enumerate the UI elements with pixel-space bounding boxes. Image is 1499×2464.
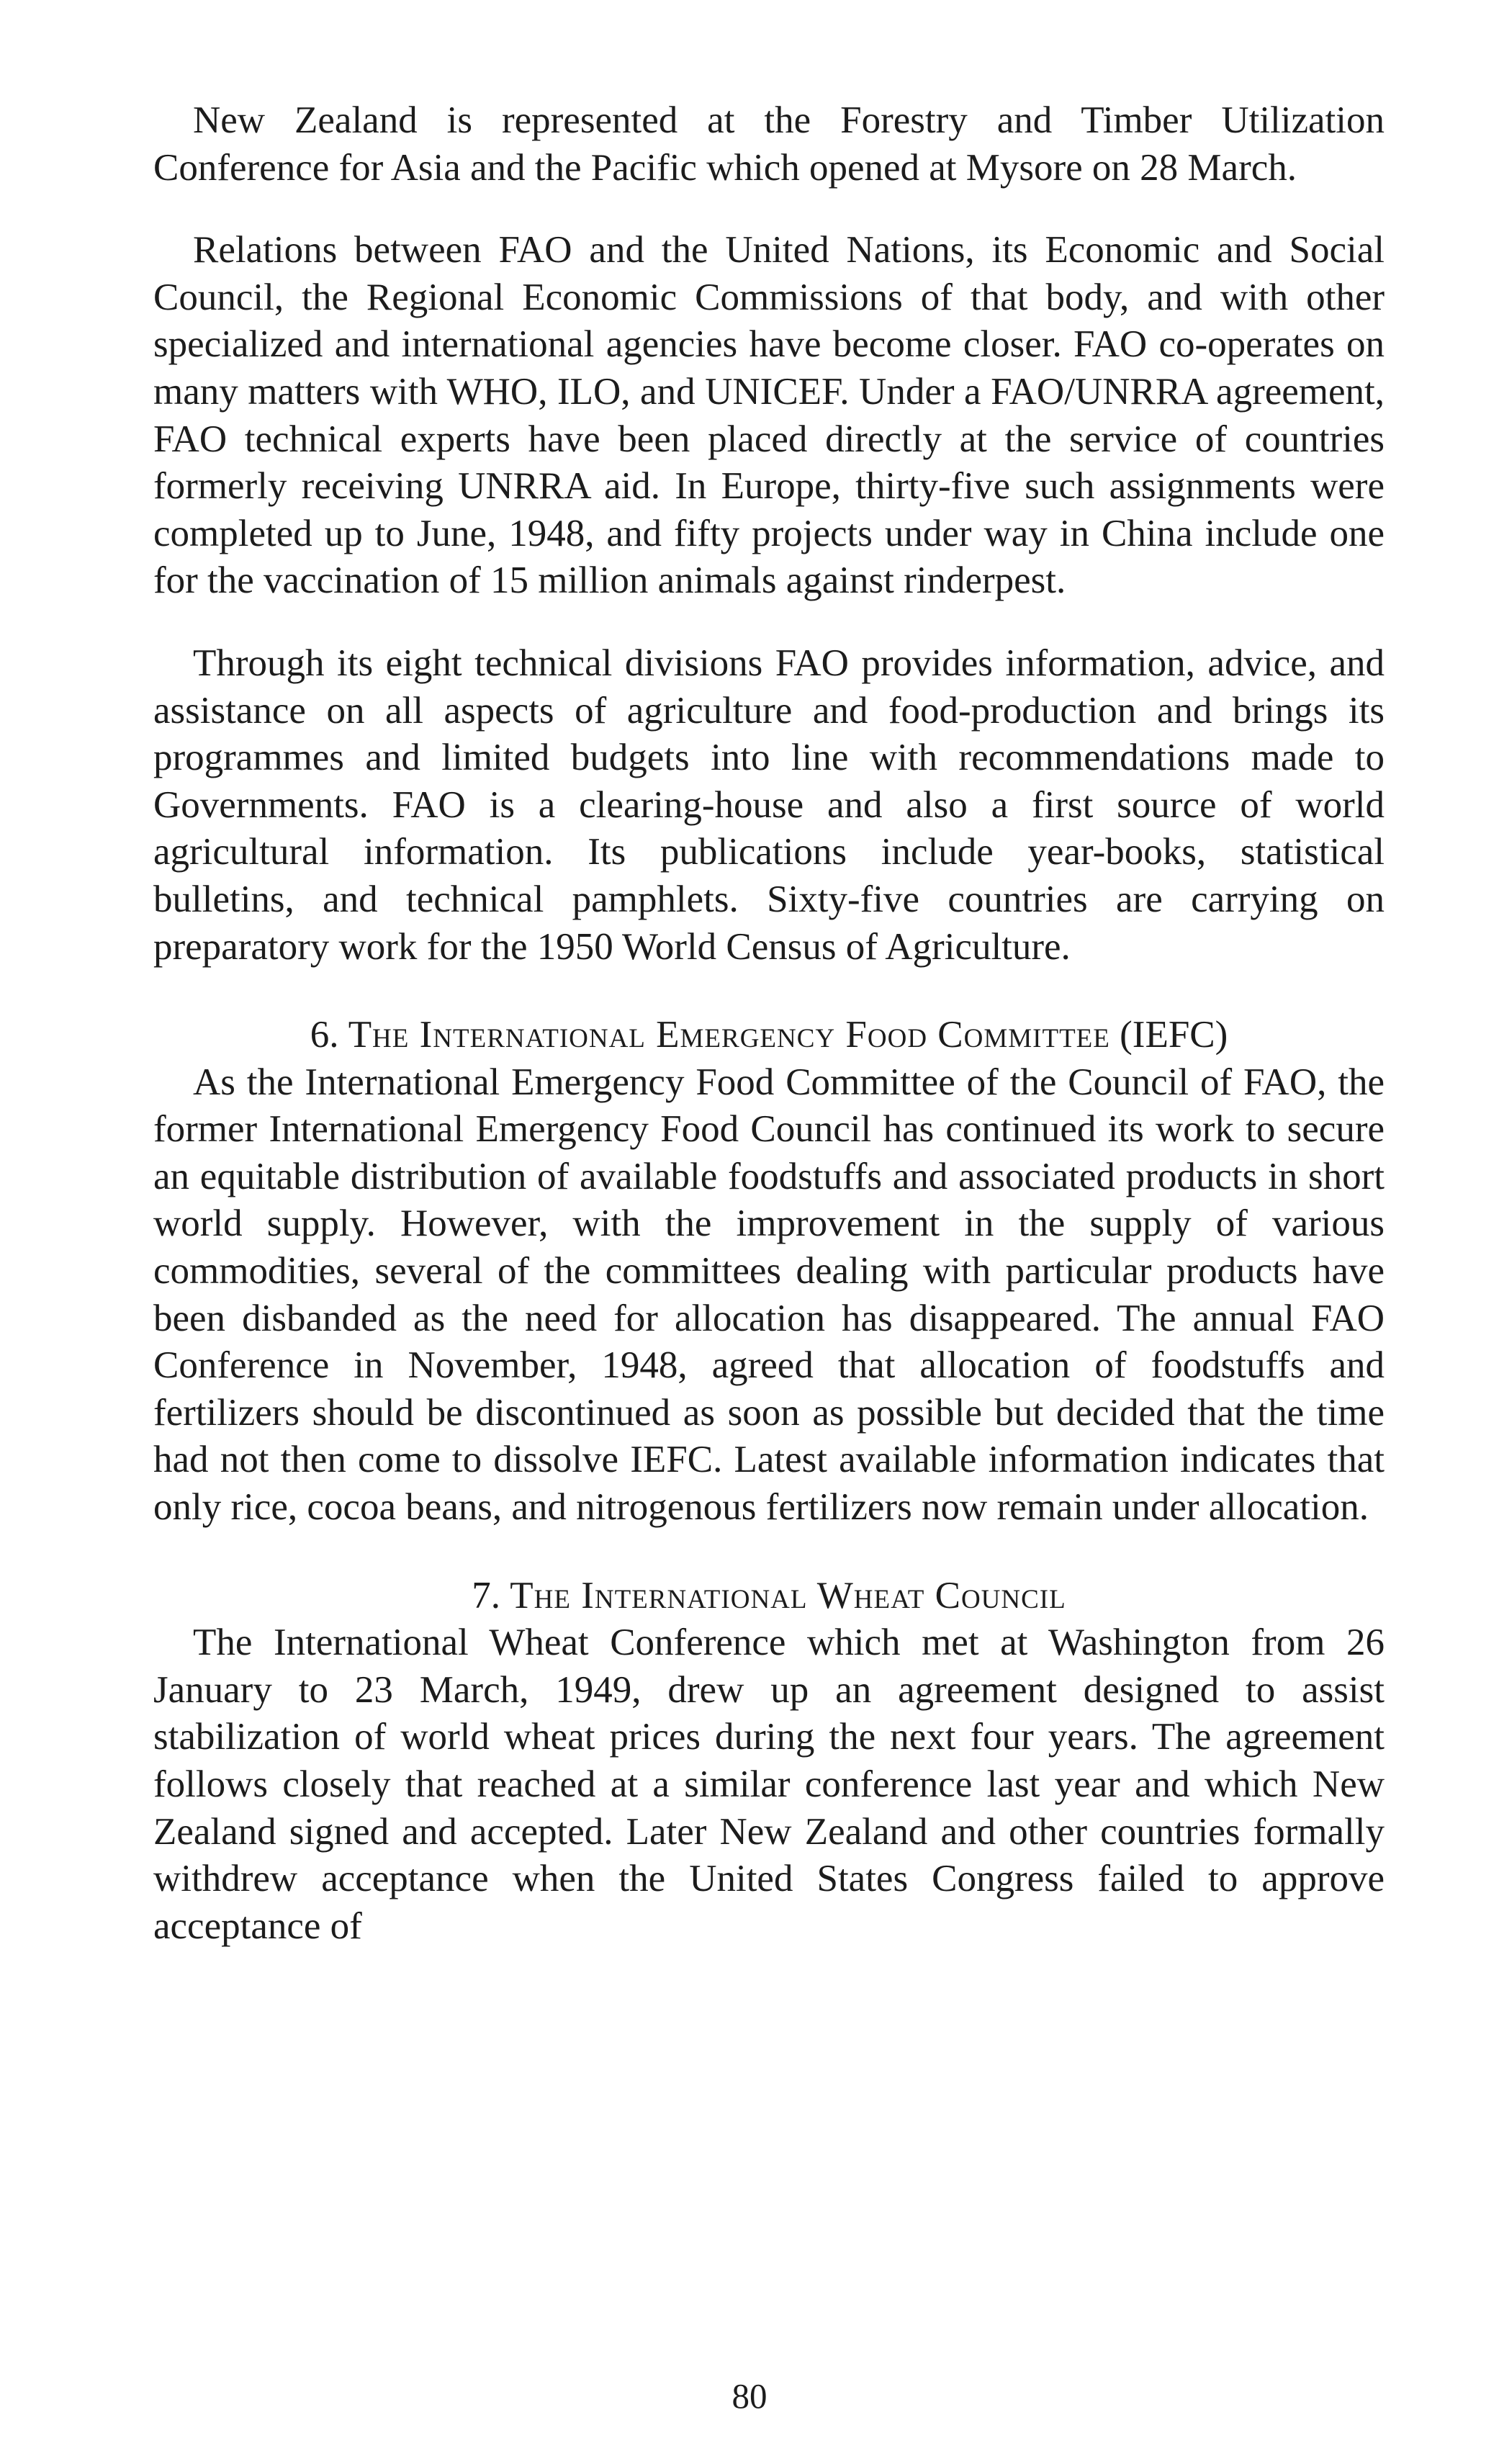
paragraph-technical-divisions: Through its eight technical divisions FAO provides information, advice, and assistance on all aspects of agriculture and food-production and brings its programmes and limited budgets into line with recommendations made to Governments. FAO is a clearing-house and also a first source of world agricultural information. Its publications include year-books, statistical bulletins, and technical pamphlets. Sixty-five countries are carrying on preparatory work for the 1950 World Census of Agriculture. [153,642,1385,968]
paragraph-gap [153,605,1385,640]
section-7-number: 7. [472,1574,501,1617]
section-6-abbrev: (IEFC) [1120,1014,1228,1056]
section-7-body: The International Wheat Conference which met at Washington from 26 January to 23 March, 1949, drew up an agreement designed to assist stabilization of world wheat prices during the next four years. The agreement follows closely that reached at a similar conference last year and which New Zealand signed and accepted. Later New Zealand and other countries formally withdrew acceptance when the United States Congress failed to approve acceptance of [153,1622,1385,1947]
page-body [153,97,1385,1950]
section-gap [153,971,1385,1012]
section-6-heading [153,1012,1385,1059]
section-7-heading [153,1573,1385,1620]
page-number: 80 [732,2376,767,2416]
section-6-body: As the International Emergency Food Committee of the Council of FAO, the former International Emergency Food Council has continued its work to secure an equitable distribution of available foodstuffs and associated products in short world supply. However, with the improvement in the supply of various commodities, several of the committees dealing with particular products have been disbanded as the need for allocation has disappeared. The annual FAO Conference in November, 1948, agreed that allocation of foodstuffs and fertilizers should be discontinued as soon as possible but decided that the time had not then come to dissolve IEFC. Latest available information indicates that only rice, cocoa beans, and nitrogenous fertilizers now remain under allocation. [153,1061,1385,1529]
section-6-title: The International Emergency Food Committee [348,1014,1110,1056]
section-6-number: 6. [310,1014,339,1056]
paragraph-un-relations: Relations between FAO and the United Nations, its Economic and Social Council, the Regional Economic Commissions of that body, and with other specialized and international agencies have become closer. FAO co-operates on many matters with WHO, ILO, and UNICEF. Under a FAO/UNRRA agreement, FAO technical experts have been placed directly at the service of countries formerly receiving UNRRA aid. In Europe, thirty-five such assignments were completed up to June, 1948, and fifty projects under way in China include one for the vaccination of 15 million animals against rinderpest. [153,229,1385,602]
section-7-title: The International Wheat Council [510,1574,1066,1617]
section-gap [153,1532,1385,1573]
paragraph-gap [153,192,1385,227]
paragraph-forestry-conference: New Zealand is represented at the Forestry and Timber Utilization Conference for Asia and the Pacific which opened at Mysore on 28 March. [153,99,1385,189]
